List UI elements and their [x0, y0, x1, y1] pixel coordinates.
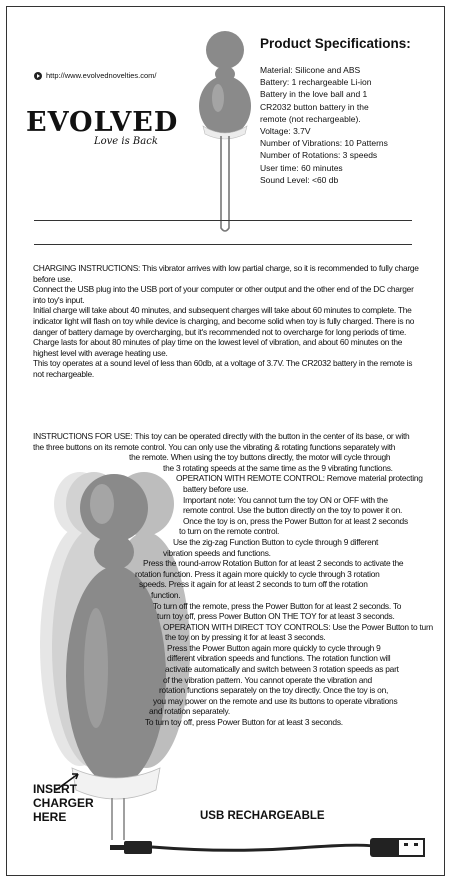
charging-paragraph: Connect the USB plug into the USB port of your computer or other output and the other end of the DC charger into toy's input. — [33, 284, 414, 305]
charging-paragraph: CHARGING INSTRUCTIONS: This vibrator arrives with low partial charge, so it is recommended to fully charge before use. — [33, 263, 419, 284]
insert-label-line: CHARGER — [33, 796, 94, 810]
instruction-line: of the vibration pattern. You cannot operate the vibration and — [163, 674, 372, 685]
charging-paragraph: Charge lasts for about 80 minutes of play time on the lowest level of vibration, and about 60 minutes on the highest level with average heating use. — [33, 337, 403, 358]
spec-line: Sound Level: <60 db — [260, 174, 339, 185]
instruction-line: OPERATION WITH REMOTE CONTROL: Remove material protecting — [176, 473, 423, 484]
instruction-line: activate automatically and switch between 3 rotation speeds as part — [165, 664, 399, 675]
instruction-line: Once the toy is on, press the Power Button for at least 2 seconds — [183, 515, 408, 526]
divider — [34, 244, 412, 245]
spec-line: Material: Silicone and ABS — [260, 65, 361, 75]
insert-charger-label — [33, 782, 94, 824]
spec-line: Battery: 1 rechargeable Li-ion — [260, 77, 372, 88]
specs-list — [260, 64, 430, 186]
spec-line: remote (not rechargeable). — [260, 113, 361, 124]
instruction-line: Important note: You cannot turn the toy ON or OFF with the — [183, 494, 388, 505]
insert-label-line: INSERT — [33, 782, 78, 796]
brand-logo — [26, 109, 206, 161]
instruction-line: INSTRUCTIONS FOR USE: This toy can be operated directly with the button in the center of its base, or with — [33, 431, 410, 441]
usb-cable-icon — [108, 828, 428, 868]
specs-title: Product Specifications: — [260, 36, 411, 51]
divider — [34, 220, 412, 221]
instruction-line: to turn on the remote control. — [179, 526, 280, 537]
instruction-line: speeds. Press it again for at least 2 seconds to turn off the rotation — [139, 579, 368, 590]
charging-paragraph: Initial charge will take about 40 minutes, and subsequent charges will take about 60 minutes to complete. The indicator light will flash on toy while device is charging, and become solid when toy is fully charged. There is no danger of battery damage by overcharging, but it's recommended not to overcharge for long periods of time. — [33, 305, 415, 337]
instruction-line: remote control. Use the button directly on the toy to power it on. — [183, 505, 403, 516]
logo-wordmark: EVOLVED — [26, 107, 179, 138]
instruction-line: rotation functions separately on the toy directly. Once the toy is on, — [159, 685, 389, 696]
instruction-line: vibration speeds and functions. — [163, 547, 271, 558]
instruction-line: function. — [151, 589, 181, 600]
play-arrow-icon — [34, 72, 42, 80]
instruction-line: the remote. When using the toy buttons directly, the motor will cycle through — [129, 452, 391, 463]
instruction-line: OPERATION WITH DIRECT TOY CONTROLS: Use the Power Button to turn — [163, 621, 433, 632]
website-url[interactable]: http://www.evolvednovelties.com/ — [46, 71, 157, 80]
spec-line: Battery in the love ball and 1 — [260, 89, 368, 100]
spec-line: Number of Vibrations: 10 Patterns — [260, 138, 388, 149]
instruction-line: different vibration speeds and functions. The rotation function will — [167, 653, 391, 664]
instruction-line: battery before use. — [183, 483, 249, 494]
charging-paragraph: This toy operates at a sound level of less than 60db, at a voltage of 3.7V. The CR2032 battery in the remote is not rechargeable. — [33, 358, 413, 379]
spec-line: CR2032 button battery in the — [260, 101, 369, 112]
usb-rechargeable-label: USB RECHARGEABLE — [200, 810, 325, 822]
usage-instructions — [33, 431, 433, 728]
instruction-line: turn toy off, press Power Button ON THE TOY for at least 3 seconds. — [157, 611, 395, 622]
instruction-line: the 3 rotating speeds at the same time as the 9 vibrating functions. — [163, 462, 393, 473]
spec-line: User time: 60 minutes — [260, 162, 343, 173]
instruction-line: Press the round-arrow Rotation Button for at least 2 seconds to activate the — [143, 558, 404, 569]
instruction-line: Press the Power Button again more quickly to cycle through 9 — [167, 642, 381, 653]
logo-tagline: Love is Back — [94, 136, 158, 147]
charging-instructions — [33, 263, 419, 380]
instruction-line: rotation function. Press it again more quickly to cycle through 3 rotation — [135, 568, 380, 579]
instruction-line: the toy on by pressing it for at least 3 seconds. — [165, 632, 326, 643]
instruction-line: you may power on the remote and use its buttons to operate vibrations — [153, 695, 398, 706]
spec-line: Voltage: 3.7V — [260, 126, 311, 137]
instruction-line: To turn toy off, press Power Button for at least 3 seconds. — [145, 717, 343, 728]
insert-label-line: HERE — [33, 810, 67, 824]
instruction-line: and rotation separately. — [149, 706, 230, 717]
instruction-line: To turn off the remote, press the Power Button for at least 2 seconds. To — [153, 600, 402, 611]
spec-line: Number of Rotations: 3 speeds — [260, 150, 378, 161]
instruction-line: Use the zig-zag Function Button to cycle through 9 different — [173, 536, 379, 547]
website-link[interactable] — [34, 71, 156, 80]
instruction-line: the three buttons on its remote control. You can only use the vibrating & rotating functions separately with — [33, 441, 396, 452]
